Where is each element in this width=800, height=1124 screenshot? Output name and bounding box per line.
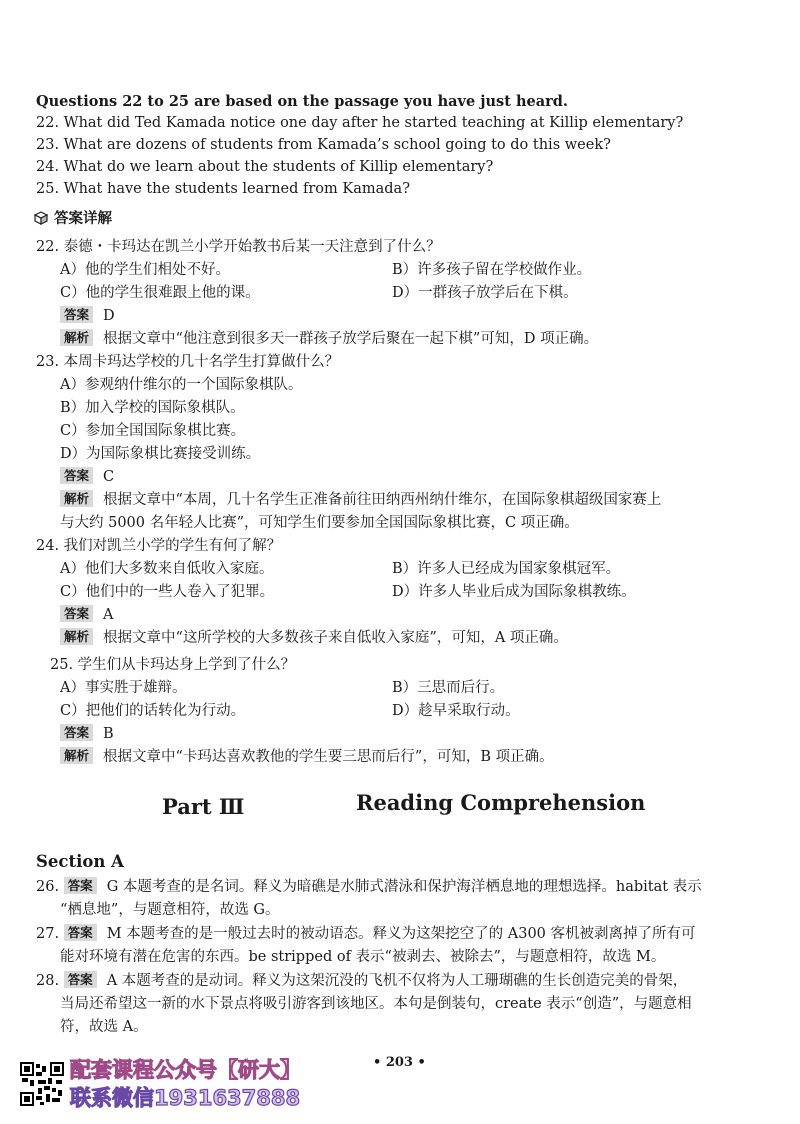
entry-28-line-3: 符，故选 A。 — [60, 1019, 148, 1035]
analysis-tag: 解析 — [60, 490, 93, 507]
item-23-answer — [60, 467, 114, 487]
item-23-option-b: B）加入学校的国际象棋队。 — [60, 400, 245, 416]
watermark-line-1: 配套课程公众号【研大】 — [70, 1058, 301, 1082]
item-24-option-a: A）他们大多数来自低收入家庭。 — [60, 561, 274, 577]
item-24-option-c: C）他们中的一些人卷入了犯罪。 — [60, 584, 275, 600]
analysis-tag: 解析 — [60, 747, 93, 764]
item-22-option-d: D）一群孩子放学后在下棋。 — [392, 285, 578, 301]
item-24-analysis — [60, 628, 568, 648]
item-23-analysis-text-1: 根据文章中“本周，几十名学生正准备前往田纳西州纳什维尔，在国际象棋超级国家赛上 — [103, 492, 662, 508]
item-22-option-a: A）他的学生们相处不好。 — [60, 262, 230, 278]
qr-code-icon — [20, 1062, 64, 1106]
entry-28-line-2: 当局还希望这一新的水下景点将吸引游客到该地区。本句是倒装句，create 表示“创造”，与题意相 — [60, 996, 692, 1012]
entry-26-line-2: “栖息地”，与题意相符，故选 G。 — [60, 902, 280, 918]
entry-27-num: 27. — [36, 926, 60, 942]
part-title: Reading Comprehension — [356, 790, 646, 815]
section-a-title: Section A — [36, 852, 124, 871]
item-25-question: 25. 学生们从卡玛达身上学到了什么？ — [50, 657, 296, 673]
entry-27-line-1: M 本题考查的是一般过去时的被动语态。释义为这架挖空了的 A300 客机被剥离掉了所有可 — [106, 926, 696, 942]
item-25-analysis — [60, 747, 554, 767]
entry-28-line-1: A 本题考查的是动词。释义为这架沉没的飞机不仅将为人工珊瑚礁的生长创造完美的骨架， — [106, 973, 688, 989]
answers-heading-text: 答案详解 — [54, 210, 112, 227]
item-23-option-a: A）参观纳什维尔的一个国际象棋队。 — [60, 377, 303, 393]
entry-26-num: 26. — [36, 879, 60, 895]
item-24-answer — [60, 605, 114, 625]
item-25-option-b: B）三思而后行。 — [392, 680, 505, 696]
answer-tag: 答案 — [64, 971, 97, 988]
item-23-analysis-text-2: 与大约 5000 名年轻人比赛”，可知学生们要参加全国国际象棋比赛，C 项正确。 — [60, 515, 579, 531]
question-23-en: 23. What are dozens of students from Kamada’s school going to do this week? — [36, 137, 611, 153]
cube-icon — [34, 211, 48, 225]
item-25-answer — [60, 724, 114, 744]
question-22-en: 22. What did Ted Kamada notice one day after he started teaching at Killip elementary? — [36, 115, 684, 131]
answer-tag: 答案 — [64, 877, 97, 894]
entry-26-line-1: G 本题考查的是名词。释义为暗礁是水肺式潜泳和保护海洋栖息地的理想选择。habitat 表示 — [106, 879, 702, 895]
item-24-option-b: B）许多人已经成为国家象棋冠军。 — [392, 561, 621, 577]
answer-tag: 答案 — [60, 605, 93, 622]
watermark-line-2: 联系微信1931637888 — [70, 1086, 301, 1110]
item-23-answer-value: C — [103, 469, 115, 485]
answers-heading — [34, 209, 112, 229]
item-23-option-d: D）为国际象棋比赛接受训练。 — [60, 446, 261, 462]
item-25-option-c: C）把他们的话转化为行动。 — [60, 703, 246, 719]
item-22-answer — [60, 306, 115, 326]
analysis-tag: 解析 — [60, 628, 93, 645]
answer-tag: 答案 — [60, 467, 93, 484]
part-number: Part Ⅲ — [162, 794, 245, 819]
entry-28 — [36, 971, 687, 991]
question-25-en: 25. What have the students learned from Kamada? — [36, 181, 410, 197]
entry-26 — [36, 877, 702, 897]
entry-27-line-2: 能对环境有潜在危害的东西。be stripped of 表示“被剥去、被除去”，与题意相符，故选 M。 — [60, 949, 666, 965]
item-25-answer-value: B — [103, 726, 114, 742]
item-22-question: 22. 泰德・卡玛达在凯兰小学开始教书后某一天注意到了什么？ — [36, 239, 441, 255]
item-24-question: 24. 我们对凯兰小学的学生有何了解？ — [36, 538, 282, 554]
item-25-option-a: A）事实胜于雄辩。 — [60, 680, 187, 696]
item-22-analysis-text: 根据文章中“他注意到很多天一群孩子放学后聚在一起下棋”可知，D 项正确。 — [103, 331, 599, 347]
item-25-analysis-text: 根据文章中“卡玛达喜欢教他的学生要三思而后行”，可知，B 项正确。 — [103, 749, 554, 765]
question-24-en: 24. What do we learn about the students of Killip elementary? — [36, 159, 494, 175]
page-number: • 203 • — [373, 1055, 426, 1070]
item-22-option-b: B）许多孩子留在学校做作业。 — [392, 262, 592, 278]
questions-intro: Questions 22 to 25 are based on the passage you have just heard. — [36, 93, 568, 110]
item-23-question: 23. 本周卡玛达学校的几十名学生打算做什么？ — [36, 354, 340, 370]
item-24-analysis-text: 根据文章中“这所学校的大多数孩子来自低收入家庭”，可知，A 项正确。 — [103, 630, 568, 646]
answer-tag: 答案 — [60, 724, 93, 741]
item-23-analysis — [60, 490, 661, 510]
entry-28-num: 28. — [36, 973, 60, 989]
item-22-answer-value: D — [103, 308, 115, 324]
item-22-option-c: C）他的学生很难跟上他的课。 — [60, 285, 260, 301]
answer-tag: 答案 — [64, 924, 97, 941]
item-23-option-c: C）参加全国国际象棋比赛。 — [60, 423, 246, 439]
answer-tag: 答案 — [60, 306, 93, 323]
analysis-tag: 解析 — [60, 329, 93, 346]
entry-27 — [36, 924, 696, 944]
item-24-option-d: D）许多人毕业后成为国际象棋教练。 — [392, 584, 636, 600]
item-22-analysis — [60, 329, 598, 349]
item-25-option-d: D）趁早采取行动。 — [392, 703, 520, 719]
item-24-answer-value: A — [103, 607, 114, 623]
